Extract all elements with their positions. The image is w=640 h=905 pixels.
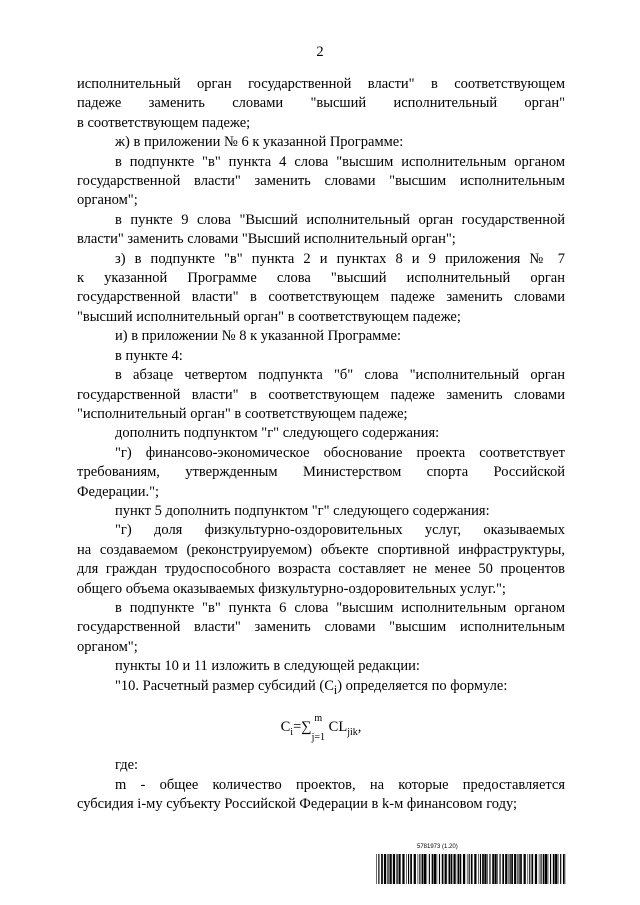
paragraph-line: "высший исполнительный орган" в соответствующем падеже; (77, 308, 461, 325)
paragraph-line: падеже заменить словами "высший исполнительный орган" (77, 95, 565, 112)
barcode-bar (463, 854, 465, 884)
paragraph-line: к указанной Программе слова "высший исполнительный орган (77, 270, 565, 287)
paragraph-line: в абзаце четвертом подпункта "б" слова "исполнительный орган (115, 367, 565, 384)
barcode-bar (429, 854, 430, 884)
barcode-bar (453, 854, 455, 884)
barcode-bar (414, 854, 416, 884)
paragraph-line: государственной власти" в соответствующем падеже заменить словами (77, 289, 565, 306)
barcode-bar (449, 854, 450, 884)
paragraph-line: на создаваемом (реконструируемом) объекте спортивной инфраструктуры, (77, 541, 565, 558)
barcode-bar (497, 854, 498, 884)
sum-sub: j=1 (311, 731, 326, 743)
barcode-bar (424, 854, 426, 884)
barcode-bar (422, 854, 424, 884)
barcode-bar (480, 854, 481, 884)
barcode-bar (550, 854, 551, 884)
barcode-bar (451, 854, 453, 884)
paragraph-line: и) в приложении № 8 к указанной Программе: (115, 328, 401, 345)
paragraph-line: дополнить подпунктом "г" следующего содержания: (115, 425, 440, 442)
barcode-bar (541, 854, 542, 884)
paragraph-line: в подпункте "в" пункта 4 слова "высшим исполнительным органом (115, 153, 565, 170)
barcode-bar (514, 854, 516, 884)
sum-limits (312, 714, 325, 742)
barcode-bar (511, 854, 513, 884)
formula-term: CL (328, 719, 348, 736)
sum-symbol: ∑ (301, 719, 312, 736)
paragraph-line: з) в подпункте "в" пункта 2 и пунктах 8 и 9 приложения № 7 (115, 250, 565, 267)
paragraph-line: "исполнительный орган" в соответствующем падеже; (77, 405, 408, 422)
paragraph-line: требованиям, утвержденным Министерством спорта Российской (77, 464, 565, 481)
formula-lhs: C (280, 719, 291, 736)
barcode-bar (442, 854, 444, 884)
barcode-bar (471, 854, 473, 884)
barcode-bar (419, 854, 420, 884)
formula-intro-pre: "10. Расчетный размер субсидий (C (115, 677, 334, 694)
barcode-bar (529, 854, 530, 884)
barcode-bar (520, 854, 522, 884)
paragraph-line: общего объема оказываемых физкультурно-оздоровительных услуг."; (77, 580, 506, 597)
paragraph-line: исполнительный орган государственной власти" в соответствующем (77, 76, 565, 92)
formula-term-sub: jik (347, 726, 358, 738)
barcode-bar (519, 854, 520, 884)
barcode-bar (458, 854, 459, 884)
barcode-bar (390, 854, 392, 884)
barcode-bar (388, 854, 389, 884)
formula (77, 714, 565, 742)
barcode-bar (545, 854, 547, 884)
paragraph-line: Федерации."; (77, 483, 160, 500)
barcode-bar (478, 854, 479, 884)
paragraph-line: в пункте 9 слова "Высший исполнительный орган государственной (115, 211, 565, 228)
barcode-bar (460, 854, 462, 884)
paragraph-line: пункт 5 дополнить подпунктом "г" следующего содержания: (115, 502, 490, 519)
barcode-bar (502, 854, 504, 884)
barcode-bar (558, 854, 559, 884)
barcode-bar (393, 854, 395, 884)
formula-tail: , (357, 719, 362, 736)
barcode-bar (489, 854, 490, 884)
page-number: 2 (316, 44, 324, 60)
barcode-bar (482, 854, 484, 884)
formula-intro (77, 677, 565, 700)
paragraph-line: для граждан трудоспособного возраста составляет не менее 50 процентов (77, 561, 565, 578)
barcode-bar (535, 854, 537, 884)
barcode-bar (467, 854, 468, 884)
barcode-bar (555, 854, 557, 884)
formula-intro-sub: i (333, 682, 338, 697)
barcode-bar (410, 854, 412, 884)
paragraph-line: в соответствующем падеже; (77, 114, 251, 131)
barcode-bar (406, 854, 407, 884)
paragraph-list (77, 75, 565, 677)
barcode-bar (563, 854, 565, 884)
barcode-bar (445, 854, 447, 884)
paragraph-line: пункты 10 и 11 изложить в следующей редакции: (115, 658, 420, 675)
paragraph-line: власти" заменить словами "Высший исполнительный орган"; (77, 231, 456, 248)
barcode-bar (437, 854, 438, 884)
barcode-bar (469, 854, 470, 884)
barcode-bar (524, 854, 526, 884)
paragraph-line: органом"; (77, 638, 138, 655)
paragraph-line: субсидия i-му субъекту Российской Федерации в k-м финансовом году; (77, 796, 518, 813)
barcode-bar (408, 854, 409, 884)
barcode-bar (560, 854, 561, 884)
paragraph-line: в пункте 4: (115, 347, 183, 364)
barcode-bar (543, 854, 545, 884)
paragraph-line: ж) в приложении № 6 к указанной Программе: (115, 134, 404, 151)
barcode-bar (402, 854, 404, 884)
barcode-bar (439, 854, 440, 884)
paragraph-line: m - общее количество проектов, на которые предоставляется (115, 776, 565, 793)
barcode-bar (474, 854, 476, 884)
barcode-icon (376, 854, 566, 884)
barcode-bar (517, 854, 518, 884)
barcode-bar (505, 854, 507, 884)
barcode-bar (381, 854, 383, 884)
barcode-bar (487, 854, 488, 884)
barcode-bar (457, 854, 458, 884)
paragraph-line: государственной власти" заменить словами "высшим исполнительным (77, 173, 565, 190)
formula-eq: = (293, 719, 302, 736)
barcode-bar (396, 854, 397, 884)
barcode-bar (531, 854, 533, 884)
paragraph-line: "г) доля физкультурно-оздоровительных услуг, оказываемых (115, 522, 565, 539)
paragraph-line: "г) финансово-экономическое обоснование проекта соответствует (115, 444, 565, 461)
barcode-bar (494, 854, 496, 884)
barcode-bar (399, 854, 401, 884)
paragraph-line: государственной власти" заменить словами "высшим исполнительным (77, 619, 565, 636)
barcode-bar (434, 854, 436, 884)
document-body (77, 75, 565, 815)
barcode-bar (539, 854, 540, 884)
barcode-bar (509, 854, 510, 884)
sum-sup: m (314, 712, 323, 724)
barcode-bar (376, 854, 377, 884)
barcode-bar (510, 854, 511, 884)
barcode-bar (500, 854, 501, 884)
barcode-bar (492, 854, 494, 884)
formula-intro-post: ) определяется по формуле: (337, 677, 508, 694)
barcode-bar (427, 854, 428, 884)
barcode-bar (378, 854, 379, 884)
paragraph-line: в подпункте "в" пункта 6 слова "высшим исполнительным органом (115, 599, 565, 616)
paragraph-line: где: (115, 757, 139, 774)
barcode-bar (553, 854, 555, 884)
barcode-bar (528, 854, 529, 884)
barcode-bar (448, 854, 449, 884)
barcode-bar (418, 854, 419, 884)
barcode-bar (548, 854, 549, 884)
barcode-bar (397, 854, 398, 884)
paragraph-line: государственной власти" в соответствующем падеже заменить словами (77, 386, 565, 403)
barcode-bar (384, 854, 386, 884)
barcode-bar (484, 854, 486, 884)
formula-lhs-sub: i (290, 726, 294, 738)
after-formula-list (77, 756, 565, 814)
paragraph-line: органом"; (77, 192, 138, 209)
barcode-code: 5781973 (1.20) (417, 844, 458, 850)
barcode-bar (387, 854, 388, 884)
barcode-bar (432, 854, 434, 884)
